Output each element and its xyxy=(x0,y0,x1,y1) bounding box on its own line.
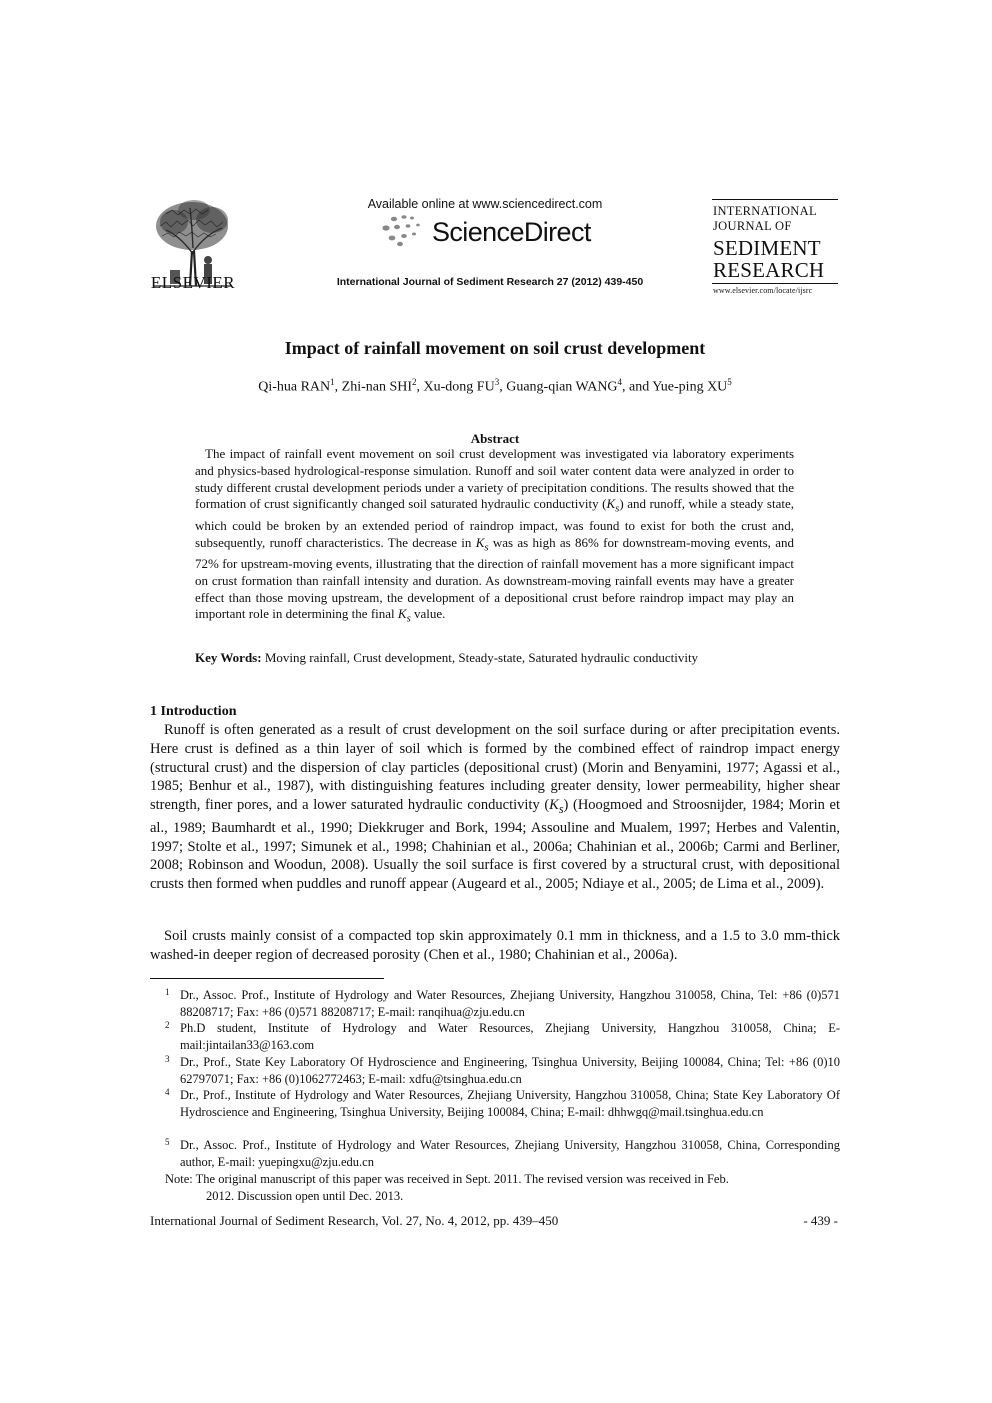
footnote-number: 3 xyxy=(165,1054,170,1064)
paragraph-segment: Runoff is often generated as a result of crust development on the soil surface during or after precipitation events. Here crust is defined as a thin layer of soil which is formed by the combined effect of raindrop impact energy (structural crust) and the dispersion of clay particles (depositional crust) (Morin and Benyamini, 1977; Agassi et al., 1985; Benhur et al., 1987), with distinguishing features including greater density, lower permeability, higher shear strength, finer pores, and a lower saturated hydraulic conductivity ( xyxy=(150,722,840,814)
footnote-text: Dr., Assoc. Prof., Institute of Hydrology and Water Resources, Zhejiang University, Hangzhou 310058, China, Corresponding author, E-mail: yuepingxu@zju.edu.cn xyxy=(180,1138,840,1169)
ks-letter: K xyxy=(397,606,407,622)
paragraph-segment: ) (Hoogmoed and Stroosnijder, 1984; Morin et al., 1989; Baumhardt et al., 1990; Diekkruger and Bork, 1994; Assouline and Mualem, 1997; Herbes and Valentin, 1997; Stolte et al., 1997; Simunek et al., 1998; Chahinian et al., 2006a; Chahinian et al., 2006b; Carmi and Berliner, 2008; Robinson and Woodun, 2008). Usually the soil surface is first covered by a structural crust, with depositional crusts then formed when puddles and runoff appear (Augeard et al., 2005; Ndiaye et al., 2005; de Lima et al., 2009). xyxy=(150,797,840,893)
footnote-text: Ph.D student, Institute of Hydrology and Water Resources, Zhejiang University, Hangzhou 310058, China; E-mail:jintailan33@163.com xyxy=(180,1021,840,1052)
author-name: Xu-dong FU xyxy=(423,379,495,395)
author-separator: , xyxy=(416,379,424,395)
ks-letter: K xyxy=(549,797,559,814)
journal-logo-top-rule xyxy=(712,199,838,200)
abstract-segment: value. xyxy=(410,606,446,622)
author-list xyxy=(150,377,840,396)
body-paragraph xyxy=(150,721,840,894)
ks-subscript: s xyxy=(615,502,620,515)
section-heading-introduction: 1 Introduction xyxy=(150,704,237,719)
footer-citation: International Journal of Sediment Research, Vol. 27, No. 4, 2012, pp. 439–450 xyxy=(150,1213,559,1228)
journal-citation-header: International Journal of Sediment Research 27 (2012) 439-450 xyxy=(336,276,644,288)
footnote xyxy=(165,1020,840,1053)
sciencedirect-wordmark: ScienceDirect xyxy=(432,217,591,247)
footnote xyxy=(165,1087,840,1120)
footnote-number: 1 xyxy=(165,987,170,997)
footnote-number: 5 xyxy=(165,1137,170,1147)
journal-logo-url: www.elsevier.com/locate/ijsrc xyxy=(713,286,813,295)
author-name: Yue-ping XU xyxy=(652,379,728,395)
sciencedirect-dots-icon xyxy=(380,212,430,248)
footnote xyxy=(165,987,840,1020)
ks-letter: K xyxy=(475,534,485,550)
ks-subscript: s xyxy=(558,802,564,817)
ks-symbol xyxy=(397,606,411,625)
journal-logo-line: RESEARCH xyxy=(713,258,825,282)
author-name: Qi-hua RAN xyxy=(258,379,331,395)
footnote xyxy=(165,1137,840,1170)
footnote-number: 4 xyxy=(165,1087,170,1097)
available-online-text: Available online at www.sciencedirect.com xyxy=(367,197,603,211)
journal-logo-line: JOURNAL OF xyxy=(713,219,792,233)
footnote xyxy=(165,1054,840,1087)
publisher-name: ELSEVIER xyxy=(150,273,236,292)
keywords-text: Moving rainfall, Crust development, Steady-state, Saturated hydraulic conductivity xyxy=(261,650,699,665)
footnote-number: 2 xyxy=(165,1020,170,1030)
abstract-segment: ) and runoff, while a steady state, which could be broken by an extended period of raindrop impact, was found to exist for both the crust and, subsequently, runoff characteristics. The decrease in xyxy=(195,496,794,550)
author-separator: , xyxy=(334,379,342,395)
footnote-text: Dr., Prof., Institute of Hydrology and Water Resources, Zhejiang University, Hangzhou 310058, China; State Key Laboratory Of Hydroscience and Engineering, Tsinghua University, Beijing 100084, China; E-mail: dhhwgq@mail.tsinghua.edu.cn xyxy=(180,1088,840,1119)
ks-symbol xyxy=(606,496,620,515)
ks-subscript: s xyxy=(406,612,411,625)
author-affiliation-mark: 2 xyxy=(412,377,417,387)
author-affiliation-mark: 3 xyxy=(494,377,500,387)
page-number: - 439 - xyxy=(803,1213,838,1228)
keywords-label: Key Words: xyxy=(195,650,262,665)
abstract-segment: was as high as 86% for downstream-moving events, and 72% for upstream-moving events, illustrating that the direction of rainfall movement has a more significant impact on crust formation than rainfall intensity and duration. As downstream-moving rainfall events may have a greater effect than those moving upstream, the development of a depositional crust before raindrop impact may play an important role in determining the final xyxy=(195,534,794,622)
note-line: Note: The original manuscript of this paper was received in Sept. 2011. The revised version was received in Feb. xyxy=(165,1172,729,1186)
journal-logo-line: SEDIMENT xyxy=(713,236,821,260)
author-affiliation-mark: 5 xyxy=(727,377,732,387)
author-affiliation-mark: 1 xyxy=(330,377,335,387)
journal-logo-line: INTERNATIONAL xyxy=(713,204,817,218)
author-name: Zhi-nan SHI xyxy=(341,379,413,395)
ks-symbol xyxy=(475,534,489,554)
abstract-segment: The impact of rainfall event movement on soil crust development was investigated via laboratory experiments and physics-based hydrological-response simulation. Runoff and soil water content data were analyzed in order to study different crustal development periods under a variety of precipitation conditions. The results showed that the formation of crust significantly changed soil saturated hydraulic conductivity ( xyxy=(195,446,794,512)
author-separator: , and xyxy=(622,379,653,395)
footnote-text: Dr., Prof., State Key Laboratory Of Hydroscience and Engineering, Tsinghua University, Beijing 100084, China; Tel: +86 (0)10 62797071; Fax: +86 (0)1062772463; E-mail: xdfu@tsinghua.edu.cn xyxy=(180,1055,840,1086)
note-line: 2012. Discussion open until Dec. 2013. xyxy=(206,1188,404,1203)
author-separator: , xyxy=(499,379,507,395)
keywords xyxy=(195,650,835,666)
author-name: Guang-qian WANG xyxy=(506,379,618,395)
ks-subscript: s xyxy=(484,541,489,554)
footnote-divider xyxy=(150,978,384,979)
ks-letter: K xyxy=(606,496,616,512)
paper-title: Impact of rainfall movement on soil crust development xyxy=(284,338,706,358)
footnote-text: Dr., Assoc. Prof., Institute of Hydrology and Water Resources, Zhejiang University, Hangzhou 310058, China, Tel: +86 (0)571 88208717; Fax: +86 (0)571 88208717; E-mail: ranqihua@zju.edu.cn xyxy=(180,988,840,1019)
abstract-text xyxy=(195,446,794,628)
manuscript-note xyxy=(165,1171,840,1204)
abstract-heading: Abstract xyxy=(470,431,520,446)
author-affiliation-mark: 4 xyxy=(617,377,623,387)
journal-logo-bottom-rule xyxy=(712,283,838,284)
body-paragraph: Soil crusts mainly consist of a compacted top skin approximately 0.1 mm in thickness, and a 1.5 to 3.0 mm-thick washed-in deeper region of decreased porosity (Chen et al., 1980; Chahinian et al., 2006a). xyxy=(150,928,840,963)
ks-symbol xyxy=(549,797,564,817)
